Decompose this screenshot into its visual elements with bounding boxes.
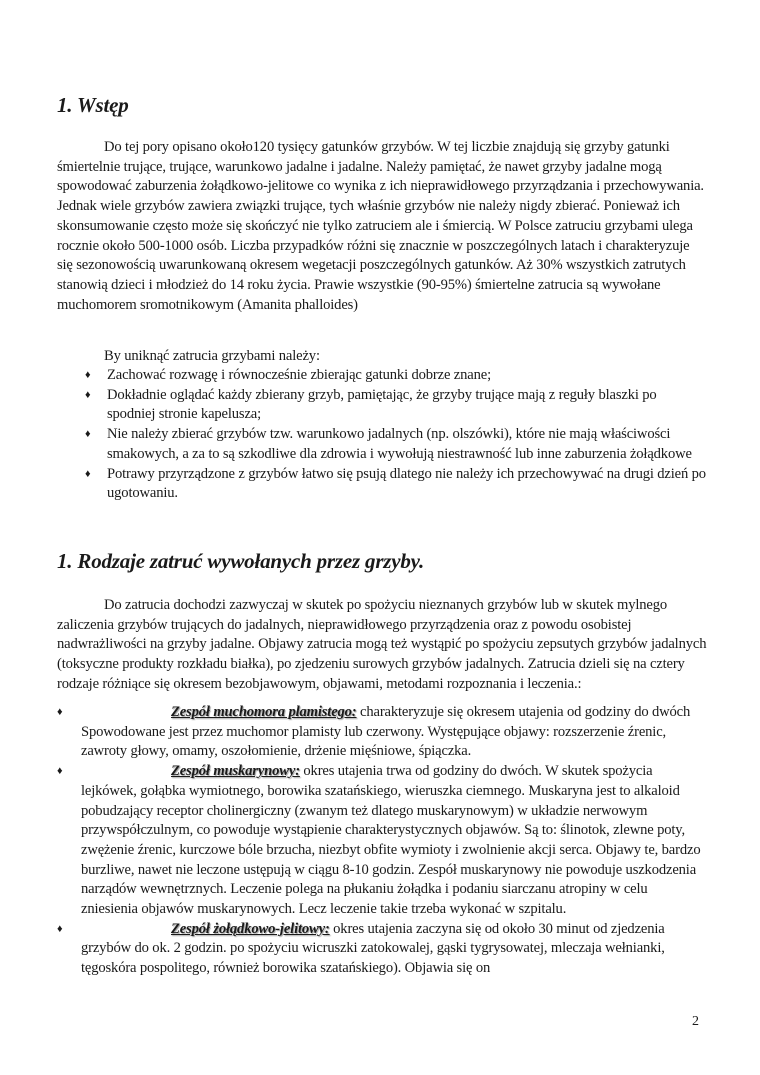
list-item: ♦ Potrawy przyrządzone z grzybów łatwo się psują dlatego nie należy ich przechowywać na drugi dzień po ugotowaniu. bbox=[85, 465, 706, 502]
diamond-bullet-icon: ♦ bbox=[57, 706, 63, 718]
term-label: Zespół żołądkowo-jelitowy: bbox=[171, 920, 330, 937]
intro-paragraph: Do tej pory opisano około120 tysięcy gatunków grzybów. W tej liczbie znajdują się grzyby gatunki śmiertelnie trujące, trujące, warunkowo jadalne i jadalne. Należy pamiętać, że nawet grzyby jadalne mogą spowodować zaburzenia żołądkowo-jelitowe co wynika z ich nieprawidłowego przyrządzania i przechowywania. Jednak wiele grzybów zawiera związki trujące, tych właśnie grzybów nie należy nigdy zbierać. Ponieważ ich skonsumowanie często może się skończyć nie tylko zatruciem ale i śmiercią. W Polsce zatruciu grzybami ulega rocznie około 500-1000 osób. Liczba przypadków różni się znacznie w poszczególnych latach i charakteryzuje się sezonowością uwarunkowaną okresem wegetacji poszczególnych gatunków. Aż 30% wszystkich zatrutych stanowią dzieci i młodzież do 14 roku życia. Prawie wszystkie (90-95%) śmiertelne zatrucia są wywołane muchomorem sromotnikowym (Amanita phalloides) bbox=[57, 139, 704, 313]
list-item: ♦ Nie należy zbierać grzybów tzw. warunkowo jadalnych (np. olszówki), które nie mają właściwości smakowych, a za to są szkodliwe dla zdrowia i wywołują niestrawność lub inne zaburzenia żołądkowe bbox=[85, 426, 692, 462]
diamond-bullet-icon: ♦ bbox=[85, 388, 91, 401]
diamond-bullet-icon: ♦ bbox=[85, 428, 91, 441]
section-heading-poisoning-types: 1. Rodzaje zatruć wywołanych przez grzyby. bbox=[57, 549, 425, 573]
list-item: ♦ Zespół żołądkowo-jelitowy: okres utajenia zaczyna się od około 30 minut od zjedzenia grzybów do ok. 2 godzin. po spożyciu wicruszki zatokowalej, gąski tygrysowatej, mleczaja wełnianki, tęgoskóra pospolitego, również borowika szatańskiego). Objawia się on bbox=[57, 920, 665, 977]
diamond-bullet-icon: ♦ bbox=[57, 922, 63, 935]
list-item: ♦ Zespół muchomora plamistego: charakteryzuje się okresem utajenia od godziny do dwóch Spowodowane jest przez muchomor plamisty lub czerwony. Występujące objawy: rozszerzenie źrenic, zawroty głowy, omamy, oszołomienie, drżenie mięśniowe, śpiączka. bbox=[57, 704, 691, 760]
diamond-bullet-icon: ♦ bbox=[85, 467, 91, 480]
poisoning-types-list bbox=[57, 703, 707, 979]
poisoning-paragraph: Do zatrucia dochodzi zazwyczaj w skutek po spożyciu nieznanych grzybów lub w skutek mylnego zaliczenia grzybów trujących do jadalnych, nieprawidłowego przyrządzenia oraz z powodu osobistej nadwrażliwości na grzyby jadalne. Objawy zatrucia mogą też wystąpić po spożyciu zepsutych grzybów jadalnych (toksyczne produkty rozkładu białka), po zjedzeniu surowych grzybów jadalnych. Zatrucia dzieli się na cztery rodzaje różniące się okresem bezobjawowym, objawami, metodami rozpoznania i leczenia.: bbox=[57, 597, 707, 692]
list-item: ♦ Dokładnie oglądać każdy zbierany grzyb, pamiętając, że grzyby trujące mają z reguły blaszki po spodniej stronie kapelusza; bbox=[85, 386, 657, 423]
page-number: 2 bbox=[692, 1014, 699, 1029]
term-label: Zespół muskarynowy: bbox=[171, 763, 300, 780]
diamond-bullet-icon: ♦ bbox=[57, 765, 63, 778]
list-item: ♦ Zespół muskarynowy: okres utajenia trwa od godziny do dwóch. W skutek spożycia lejkówek, gołąbka wymiotnego, borowika szatańskiego, wieruszka ciemnego. Muskaryna jest to alkaloid pobudzający receptor cholinergiczny (zwanym też dlatego muskarynowym) w układzie nerwowym przywspółczulnym, co powoduje wystąpienie charakterystycznych objawów. Są to: ślinotok, zlewne poty, zwężenie źrenic, kurczowe bóle brzucha, niezbyt obfite wymioty i zwolnienie akcji serca. Objawy te, bardzo burzliwe, nawet nie leczone ustępują w ciągu 8-10 godzin. Zespół muskarynowy nie powoduje uszkodzenia narządów wewnętrznych. Leczenie polega na płukaniu żołądka i podaniu siarczanu atropiny w celu zniesienia objawów muskarynowych. Lecz leczenie takie trzeba wykonać w szpitalu. bbox=[57, 763, 701, 918]
list-intro: By uniknąć zatrucia grzybami należy: bbox=[104, 348, 320, 364]
section-heading-intro: 1. Wstęp bbox=[57, 93, 129, 117]
list-item: ♦ Zachować rozwagę i równocześnie zbierając gatunki dobrze znane; bbox=[57, 366, 707, 386]
prevention-list bbox=[57, 366, 707, 504]
term-label: Zespół muchomora plamistego: bbox=[171, 704, 357, 720]
diamond-bullet-icon: ♦ bbox=[85, 369, 91, 381]
